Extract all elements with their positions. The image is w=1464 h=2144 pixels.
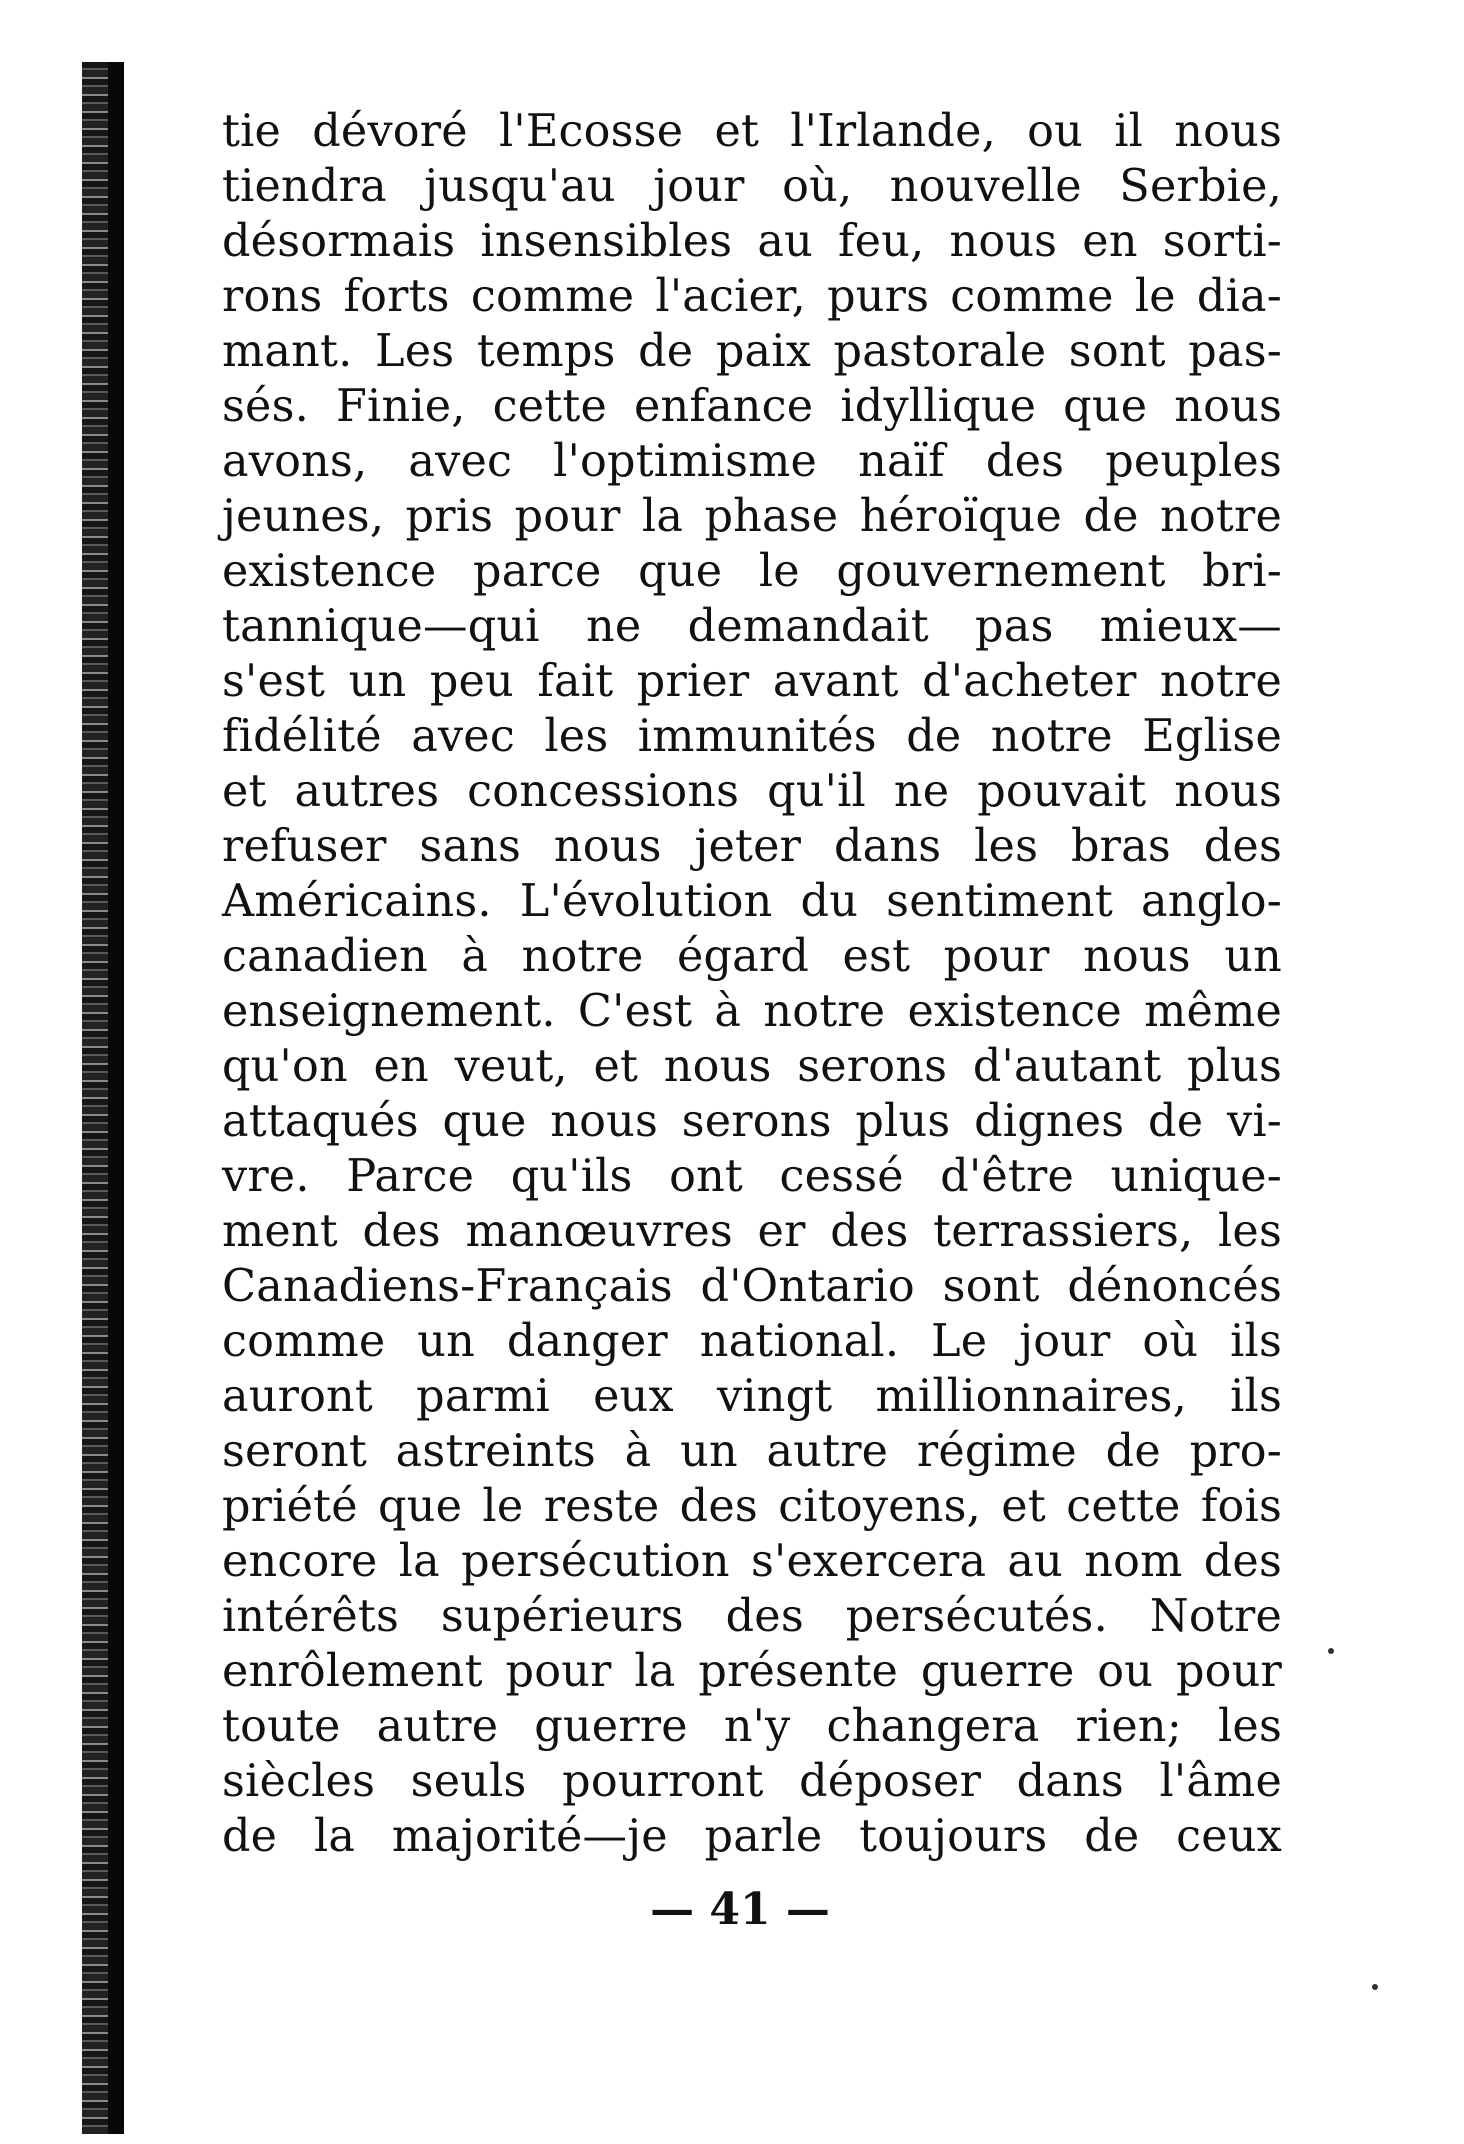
text-line: auront parmi eux vingt millionnaires, ils <box>222 1371 1282 1422</box>
text-line: Canadiens-Français d'Ontario sont dénoncés <box>222 1261 1282 1312</box>
text-line: enrôlement pour la présente guerre ou pour <box>222 1646 1282 1697</box>
text-line: priété que le reste des citoyens, et cette fois <box>222 1481 1282 1532</box>
text-line: refuser sans nous jeter dans les bras des <box>222 821 1282 872</box>
text-line: intérêts supérieurs des persécutés. Notre <box>222 1591 1282 1642</box>
text-line: avons, avec l'optimisme naïf des peuples <box>222 436 1282 487</box>
text-line: seront astreints à un autre régime de pro- <box>222 1426 1282 1477</box>
text-line: mant. Les temps de paix pastorale sont pas- <box>222 326 1282 377</box>
page-number: — 41 — <box>650 1884 830 1935</box>
text-line: comme un danger national. Le jour où ils <box>222 1316 1282 1367</box>
text-line: enseignement. C'est à notre existence même <box>222 986 1282 1037</box>
text-line: sés. Finie, cette enfance idyllique que nous <box>222 381 1282 432</box>
text-line: ment des manœuvres er des terrassiers, les <box>222 1206 1282 1257</box>
text-line: siècles seuls pourront déposer dans l'âme <box>222 1756 1282 1807</box>
text-line: existence parce que le gouvernement bri- <box>222 546 1282 597</box>
text-line: Américains. L'évolution du sentiment anglo- <box>222 876 1282 927</box>
text-line: et autres concessions qu'il ne pouvait nous <box>222 766 1282 817</box>
body-text <box>222 104 1282 1864</box>
book-binding-edge <box>82 62 124 2134</box>
text-line: tiendra jusqu'au jour où, nouvelle Serbie, <box>222 161 1282 212</box>
text-line: tie dévoré l'Ecosse et l'Irlande, ou il nous <box>222 106 1282 157</box>
text-line: désormais insensibles au feu, nous en sorti- <box>222 216 1282 267</box>
text-line: rons forts comme l'acier, purs comme le dia- <box>222 271 1282 322</box>
text-line: encore la persécution s'exercera au nom des <box>222 1536 1282 1587</box>
text-line: jeunes, pris pour la phase héroïque de notre <box>222 491 1282 542</box>
text-line: attaqués que nous serons plus dignes de vi- <box>222 1096 1282 1147</box>
text-line: toute autre guerre n'y changera rien; les <box>222 1701 1282 1752</box>
scan-speck <box>1328 1648 1334 1654</box>
text-line: tannique—qui ne demandait pas mieux— <box>222 601 1282 652</box>
text-line: canadien à notre égard est pour nous un <box>222 931 1282 982</box>
text-line: qu'on en veut, et nous serons d'autant plus <box>222 1041 1282 1092</box>
text-line: de la majorité—je parle toujours de ceux <box>222 1811 1282 1862</box>
text-line: fidélité avec les immunités de notre Eglise <box>222 711 1282 762</box>
scan-speck <box>1372 1984 1378 1990</box>
text-line: s'est un peu fait prier avant d'acheter notre <box>222 656 1282 707</box>
text-line: vre. Parce qu'ils ont cessé d'être unique- <box>222 1151 1282 1202</box>
